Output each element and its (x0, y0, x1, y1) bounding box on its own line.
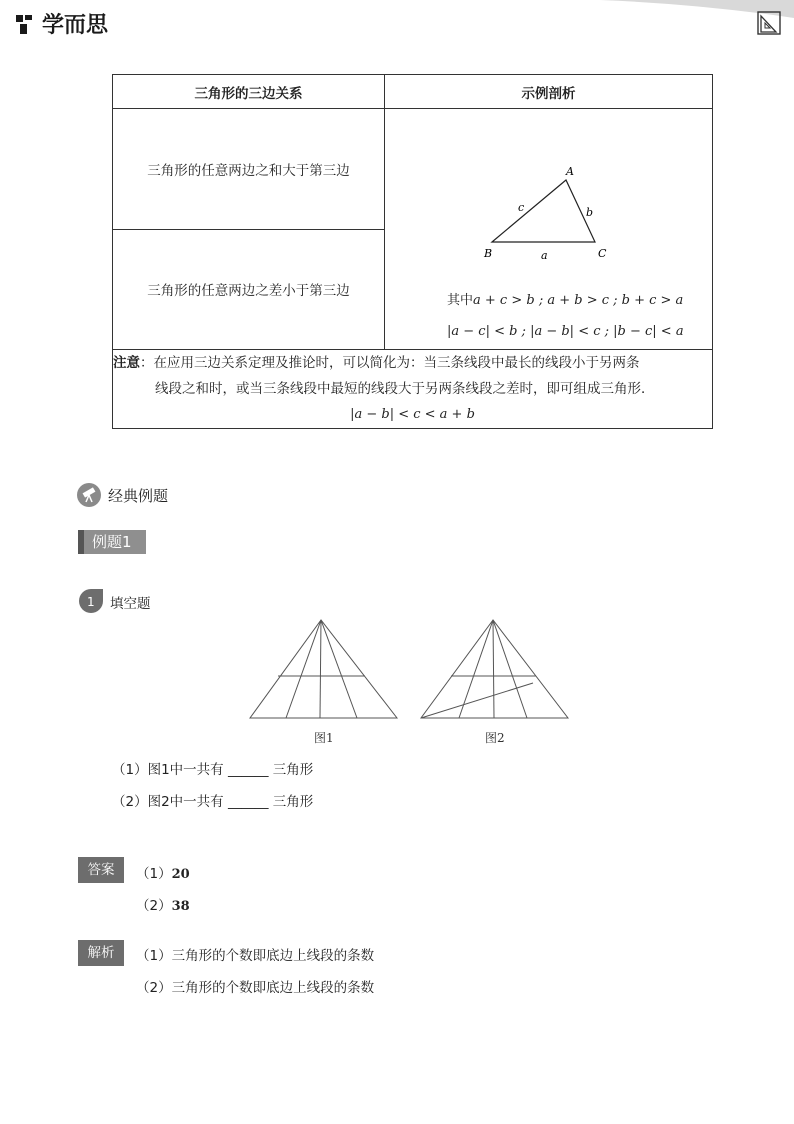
triangle-abc-diagram (480, 159, 620, 269)
logo-text: 学而思 (42, 13, 109, 38)
figure-1-caption: 图1 (314, 731, 334, 745)
inequality-sums: a + c > b ; a + b > c ; b + c > a (473, 293, 684, 308)
sub-question-1: （1）图1中一共有 ______ 三角形 (112, 762, 314, 778)
note-formula: |a − b| < c < a + b (350, 407, 475, 422)
difference-rule-cell: 三角形的任意两边之差小于第三边 (113, 229, 385, 350)
sub-question-2: （2）图2中一共有 ______ 三角形 (112, 794, 314, 810)
side-c-label: c (518, 201, 525, 214)
note-line-1: ：在应用三边关系定理及推论时，可以简化为：当三条线段中最长的线段小于另两条 (140, 355, 640, 371)
answer-2 (136, 894, 190, 914)
section-title: 经典例题 (108, 487, 169, 505)
question-figures (240, 615, 580, 750)
example-tag-text: 例题1 (92, 533, 132, 551)
answer-2-prefix: （2） (136, 898, 172, 914)
answer-1-prefix: （1） (136, 866, 172, 882)
example-cell (385, 109, 713, 350)
question-number-badge (78, 588, 104, 614)
ruler-triangle-icon (756, 10, 782, 36)
logo (14, 8, 108, 39)
figure-2-caption: 图2 (485, 731, 505, 745)
triangle-relationship-table (112, 74, 713, 429)
analysis-line-1: （1）三角形的个数即底边上线段的条数 (136, 948, 375, 964)
note-cell (113, 350, 713, 429)
answer-2-value: 38 (171, 899, 190, 914)
inequality-prefix: 其中 (447, 293, 474, 308)
table-header-example: 示例剖析 (385, 75, 713, 109)
vertex-a-label: A (566, 165, 574, 178)
answer-1 (136, 862, 190, 882)
example-tag-notch (78, 530, 84, 554)
table-header-relation: 三角形的三边关系 (113, 75, 385, 109)
inequality-line-2: |a − c| < b ; |a − b| < c ; |b − c| < a (447, 324, 684, 339)
logo-mark-icon (14, 12, 38, 36)
answer-1-value: 20 (171, 867, 190, 882)
figure-1 (250, 620, 397, 718)
telescope-icon (77, 483, 101, 507)
answer-label: 答案 (78, 857, 124, 883)
side-b-label: b (586, 206, 594, 219)
sum-rule-cell: 三角形的任意两边之和大于第三边 (113, 109, 385, 230)
header-decoration (0, 0, 794, 30)
question-number: 1 (87, 595, 95, 609)
note-label: 注意 (113, 355, 140, 371)
question-type: 填空题 (110, 596, 151, 612)
note-line-2: 线段之和时，或当三条线段中最短的线段大于另两条线段之差时，即可组成三角形． (155, 381, 655, 397)
figure-2 (421, 620, 568, 718)
analysis-line-2: （2）三角形的个数即底边上线段的条数 (136, 980, 375, 996)
analysis-label: 解析 (78, 940, 124, 966)
side-a-label: a (541, 249, 548, 262)
inequality-line-1 (447, 289, 683, 308)
vertex-b-label: B (484, 247, 493, 260)
example-tag (78, 530, 146, 554)
vertex-c-label: C (598, 247, 607, 260)
